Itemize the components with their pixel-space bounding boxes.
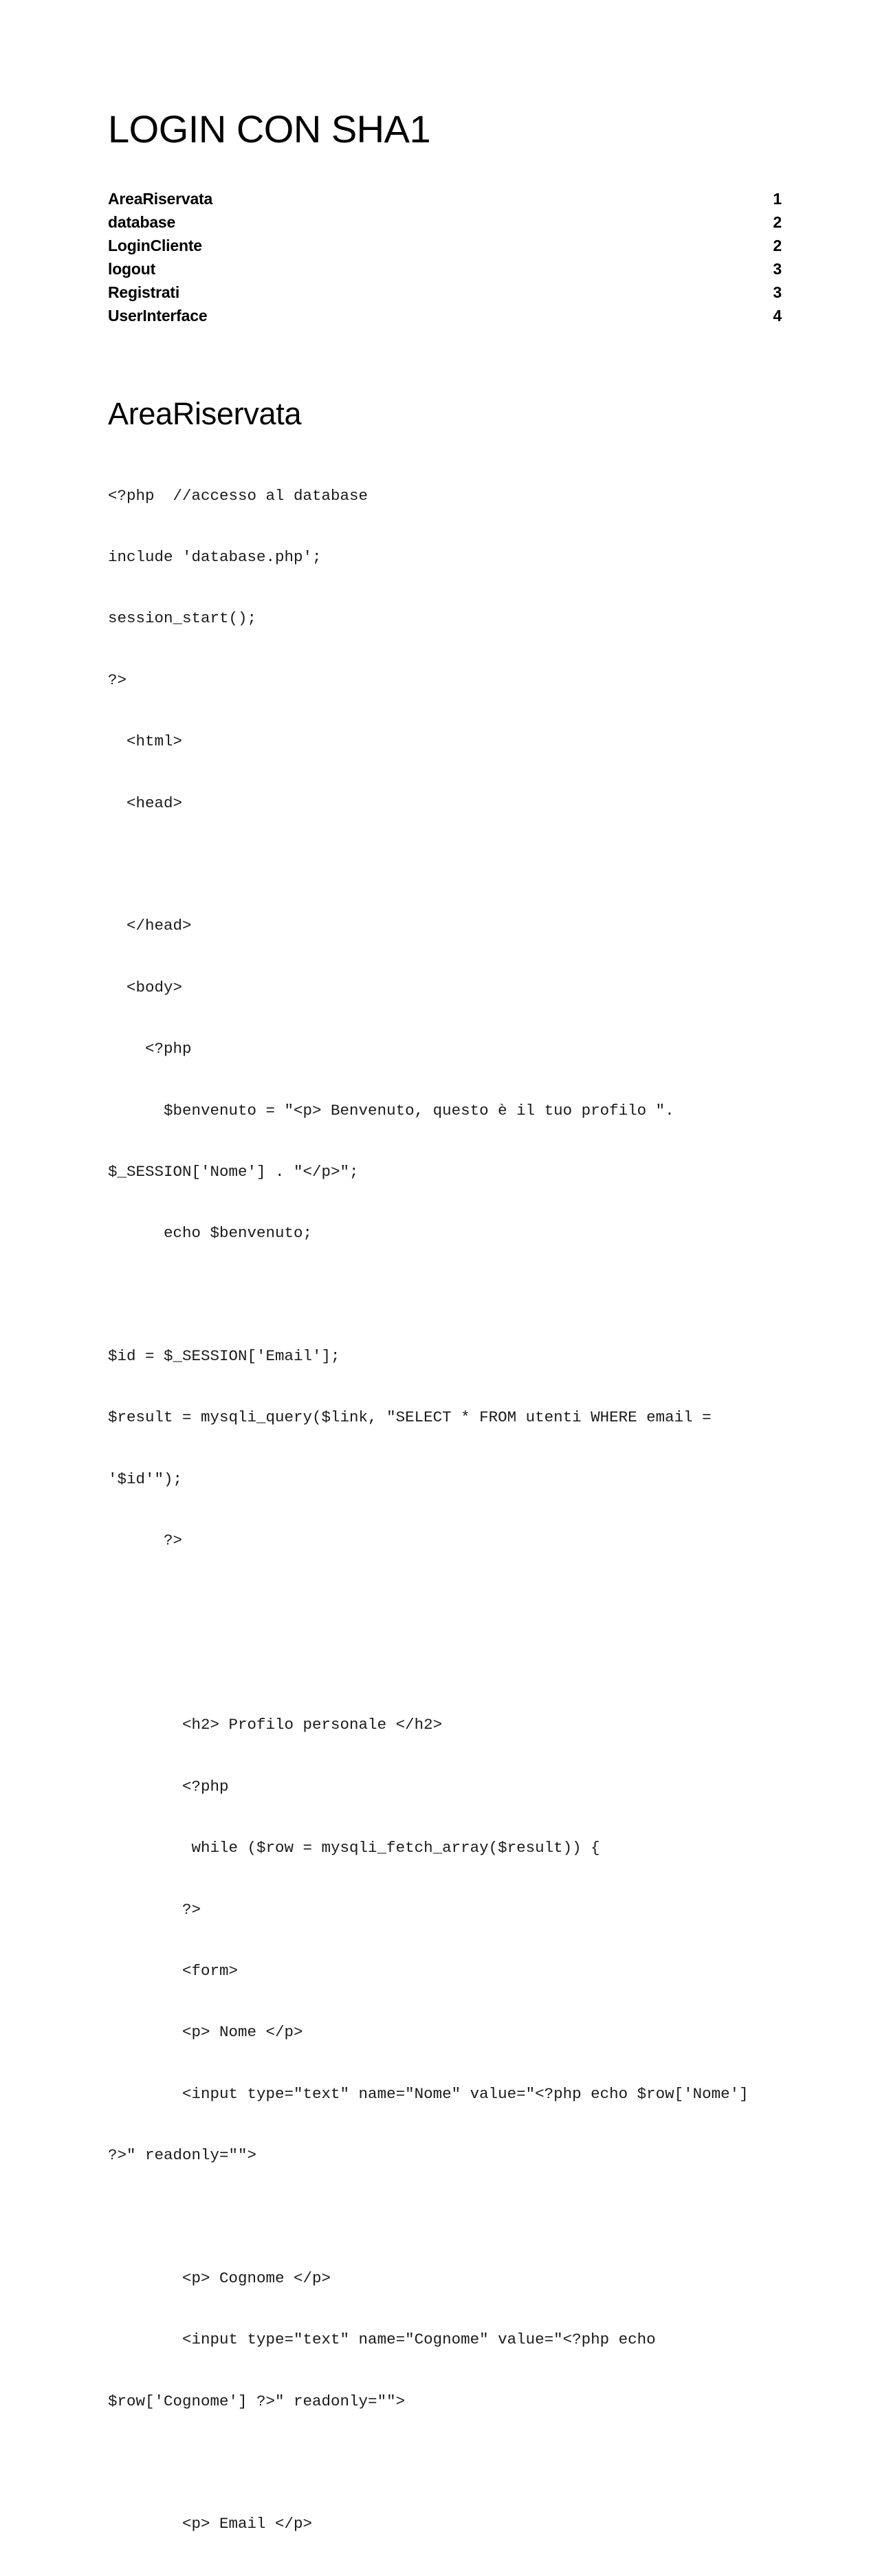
code-line: while ($row = mysqli_fetch_array($result)) { — [108, 1839, 600, 1857]
toc-entry-label: Registrati — [108, 283, 180, 301]
toc-entry-page: 3 — [773, 260, 782, 278]
toc-entry-arearis[interactable] — [108, 187, 782, 210]
code-line: $benvenuto = "<p> Benvenuto, questo è il tuo profilo ". — [108, 1101, 674, 1120]
code-line: ?> — [108, 1531, 183, 1550]
code-line — [108, 1654, 782, 1674]
code-line — [108, 1593, 782, 1613]
code-line: ?> — [108, 1900, 201, 1919]
toc-entry-label: database — [108, 213, 176, 231]
toc-entry-logincliente[interactable] — [108, 234, 782, 257]
toc-entry-label: AreaRiservata — [108, 190, 213, 208]
code-line: <h2> Profilo personale </h2> — [108, 1716, 443, 1734]
code-line: session_start(); — [108, 609, 257, 628]
toc-entry-logout[interactable] — [108, 257, 782, 281]
code-line — [108, 2207, 782, 2228]
code-line: ?>" readonly=""> — [108, 2146, 257, 2165]
code-line: ?> — [108, 670, 127, 689]
toc-entry-database[interactable] — [108, 210, 782, 234]
document-title: LOGIN CON SHA1 — [108, 107, 431, 151]
section-heading: AreaRiservata — [108, 396, 302, 431]
toc-entry-userinterface[interactable] — [108, 304, 782, 327]
toc-entry-page: 3 — [773, 283, 782, 301]
code-line: <input type="text" name="Cognome" value="<?php echo — [108, 2331, 656, 2349]
code-line — [108, 2453, 782, 2474]
code-line: <html> — [108, 732, 183, 751]
toc-entry-registrati[interactable] — [108, 281, 782, 304]
code-line: <p> Nome </p> — [108, 2023, 303, 2042]
toc-entry-page: 2 — [773, 213, 782, 231]
code-line: <?php //accesso al database — [108, 486, 368, 505]
code-line: <?php — [108, 1040, 192, 1058]
code-line: <body> — [108, 978, 183, 996]
toc-entry-label: UserInterface — [108, 307, 208, 325]
code-line: include 'database.php'; — [108, 547, 322, 566]
code-block — [108, 445, 782, 2576]
code-line: </head> — [108, 917, 192, 935]
code-line: echo $benvenuto; — [108, 1224, 313, 1243]
code-line: <p> Cognome </p> — [108, 2269, 331, 2287]
code-line: $row['Cognome'] ?>" readonly=""> — [108, 2392, 406, 2410]
code-line: <head> — [108, 794, 183, 812]
code-line: $result = mysqli_query($link, "SELECT * FROM utenti WHERE email = — [108, 1408, 712, 1427]
toc-entry-label: logout — [108, 260, 156, 278]
table-of-contents — [108, 187, 782, 327]
toc-entry-page: 2 — [773, 237, 782, 254]
code-line — [108, 855, 782, 875]
code-line: <form> — [108, 1961, 239, 1980]
code-line — [108, 1285, 782, 1306]
toc-entry-label: LoginCliente — [108, 237, 202, 254]
code-line: $_SESSION['Nome'] . "</p>"; — [108, 1162, 359, 1181]
document-page — [108, 0, 782, 2533]
code-line: <p> Email </p> — [108, 2515, 313, 2533]
toc-entry-page: 4 — [773, 307, 782, 325]
code-line: <input type="text" name="Nome" value="<?php echo $row['Nome'] — [108, 2084, 749, 2103]
code-line: <?php — [108, 1777, 229, 1795]
code-line: '$id'"); — [108, 1470, 183, 1488]
toc-entry-page: 1 — [773, 190, 782, 208]
code-line: $id = $_SESSION['Email']; — [108, 1347, 340, 1366]
